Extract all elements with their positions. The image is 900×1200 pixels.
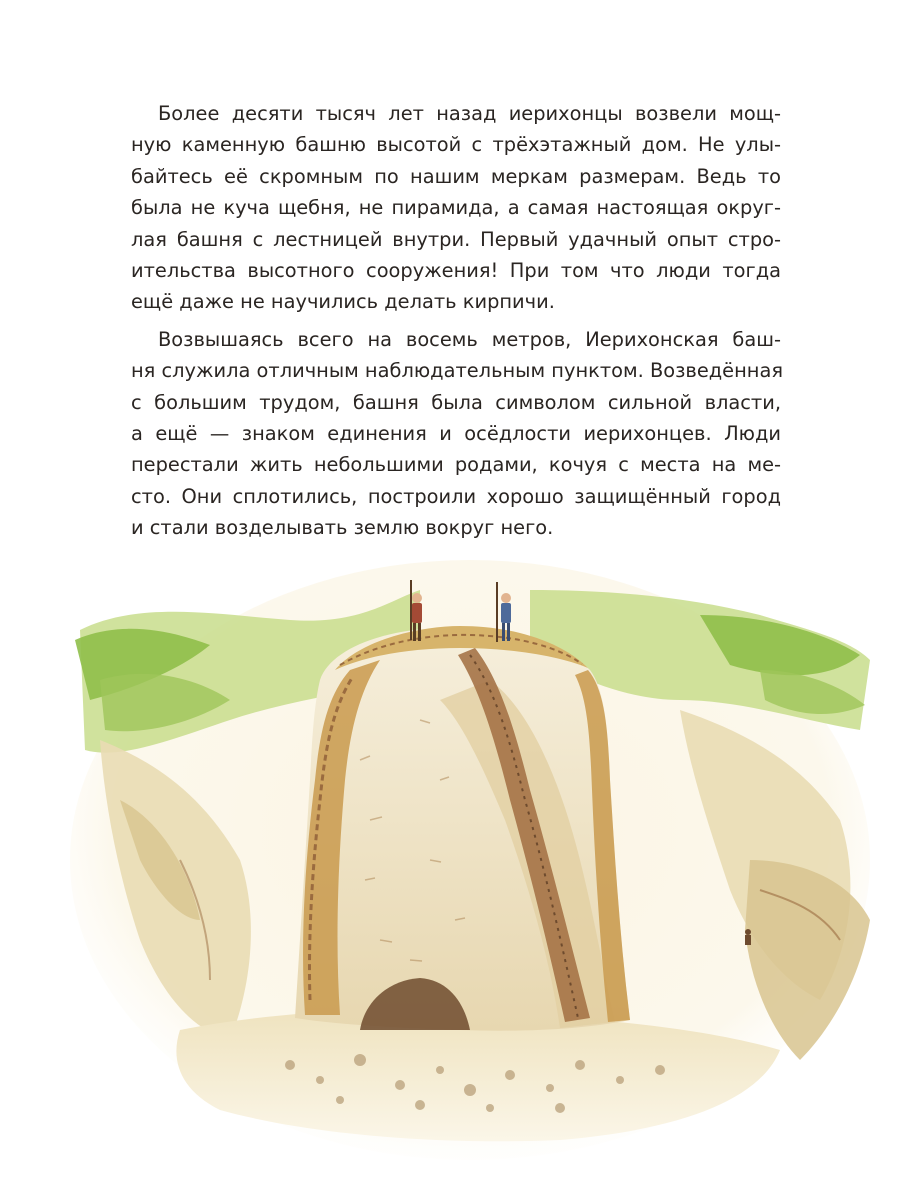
text-line: Более десяти тысяч лет назад иерихонцы возвели мощ- bbox=[158, 102, 781, 125]
text-line: перестали жить небольшими родами, кочуя с места на ме- bbox=[131, 453, 781, 477]
paragraph-2 bbox=[131, 324, 784, 544]
text-line: Возвышаясь всего на восемь метров, Иерихонская баш- bbox=[158, 327, 781, 351]
text-line: была не куча щебня, не пирамида, а самая настоящая округ- bbox=[131, 196, 781, 220]
tower-illustration bbox=[60, 560, 880, 1180]
text-line: байтесь её скромным по нашим меркам размерам. Ведь то bbox=[131, 164, 781, 188]
text-line: лая башня с лестницей внутри. Первый удачный опыт стро- bbox=[131, 227, 781, 251]
text-line: ня служила отличным наблюдательным пунктом. Возведённая bbox=[131, 359, 784, 383]
paragraph-1 bbox=[131, 98, 781, 318]
text-line: ительства высотного сооружения! При том что люди тогда bbox=[131, 259, 781, 283]
text-line: ещё даже не научились делать кирпичи. bbox=[131, 290, 555, 314]
body-text bbox=[131, 98, 784, 550]
text-line: с большим трудом, башня была символом сильной власти, bbox=[131, 390, 781, 414]
text-line: сто. Они сплотились, построили хорошо защищённый город bbox=[131, 484, 781, 508]
distant-figure bbox=[745, 929, 751, 945]
text-line: а ещё — знаком единения и осёдлости иерихонцев. Люди bbox=[131, 422, 781, 446]
text-line: ную каменную башню высотой с трёхэтажный дом. Не улы- bbox=[131, 133, 781, 157]
tower bbox=[295, 626, 630, 1031]
text-line: и стали возделывать землю вокруг него. bbox=[131, 516, 554, 540]
